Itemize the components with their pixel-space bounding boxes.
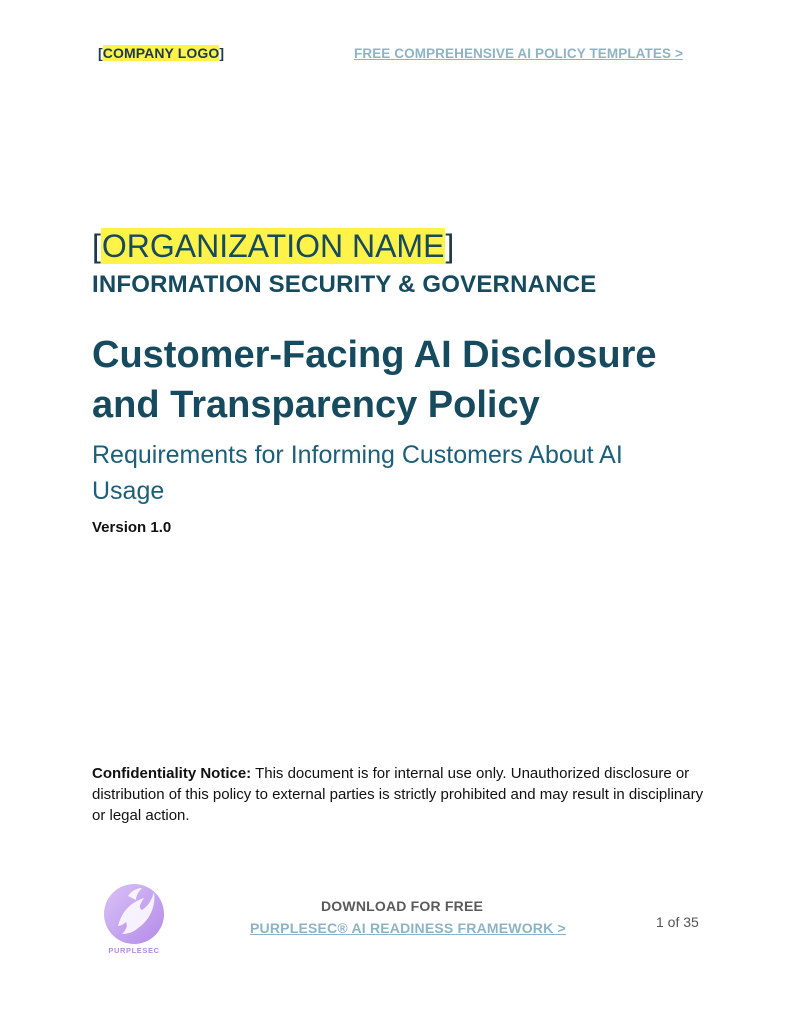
download-cta: DOWNLOAD FOR FREE [321,898,484,914]
department-heading: INFORMATION SECURITY & GOVERNANCE [92,271,597,298]
notice-text: This document is for internal use only. Unauthorized disclosure or distribution of this policy to external parties is strictly prohibited and may result in disciplinary or legal action. [92,765,704,824]
purplesec-wordmark: PURPLESEC [108,946,160,955]
notice-label: Confidentiality Notice: [92,765,252,782]
ai-readiness-framework-link[interactable]: PURPLESEC® AI READINESS FRAMEWORK > [250,920,566,936]
purplesec-logo-icon [98,876,170,956]
bracket: ] [219,45,225,61]
company-logo-placeholder [98,45,224,61]
organization-name [92,226,454,266]
bracket: ] [445,228,455,264]
confidentiality-notice [92,763,704,826]
title-line: and Transparency Policy [92,384,540,426]
document-subtitle [92,437,692,509]
ai-policy-templates-link[interactable]: FREE COMPREHENSIVE AI POLICY TEMPLATES > [354,46,683,61]
organization-name-placeholder: ORGANIZATION NAME [101,228,445,264]
logo-placeholder-text: COMPANY LOGO [102,45,220,61]
subtitle-line: Usage [92,477,165,505]
purplesec-logo [98,876,170,956]
document-title [92,330,732,430]
version-label: Version 1.0 [92,519,172,536]
bracket: [ [92,228,101,264]
page-number: 1 of 35 [656,914,699,930]
subtitle-line: Requirements for Informing Customers About AI [92,441,623,469]
title-line: Customer-Facing AI Disclosure [92,334,657,376]
bracket: [ [98,45,103,61]
